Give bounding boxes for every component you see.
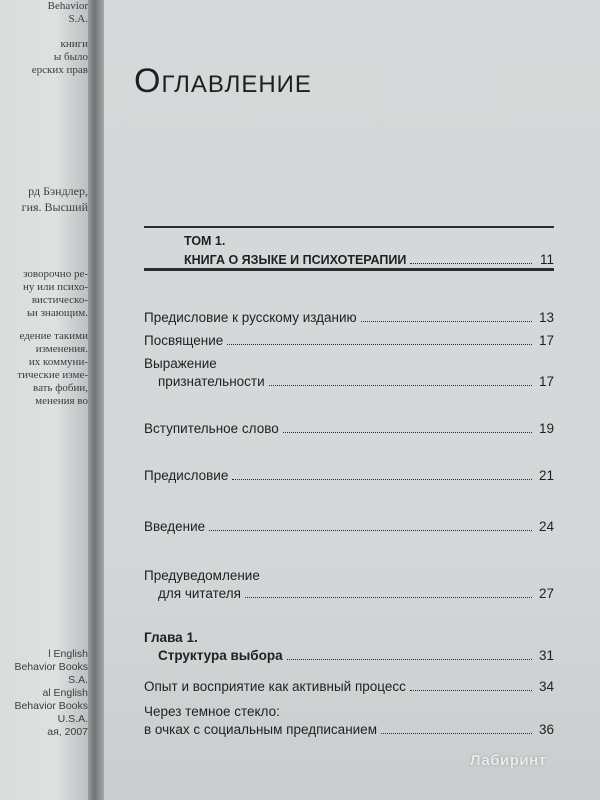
toc-line [144,679,554,697]
page-number: 27 [538,586,554,601]
volume-title: КНИГА О ЯЗЫКЕ И ПСИХОТЕРАПИИ [184,253,407,267]
left-page-top-snippet: Behavior S.A. книги ы было ерских прав [31,0,88,76]
page-number: 19 [538,421,554,436]
dot-leader [232,479,532,480]
toc-line [144,333,554,351]
page-number: 21 [538,468,554,483]
dot-leader [283,432,532,433]
page-title: Оглавление [134,62,312,100]
dot-leader [287,659,532,660]
dot-leader [381,733,532,734]
page-number: 34 [538,679,554,694]
entry-title: Предисловие к русскому изданию [144,310,357,325]
left-page-author-snippet: рд Бэндлер, гия. Высший [21,184,88,214]
page-number: 11 [539,252,554,267]
left-page-paragraph: зоворочно ре- ну или психо- вистическо- ьи знающим. едение такими изменения. их коммуни- тические изме- вать фобии, менения во [17,268,88,407]
toc-entry [144,421,554,439]
toc-line [144,310,554,328]
entry-title: Посвящение [144,333,224,348]
toc-entry [144,679,554,697]
entry-title: Вступительное слово [144,421,279,436]
toc-line [144,722,554,740]
dot-leader [410,690,532,691]
dot-leader [361,321,532,322]
chapter-title: Структура выбора [158,648,283,663]
toc-line [144,648,554,666]
toc-volume [144,234,554,270]
page-number: 31 [538,648,554,663]
toc-line [144,421,554,439]
dot-leader [245,597,532,598]
page-number: 36 [538,722,554,737]
toc-entry [144,310,554,328]
entry-title-line: Выражение [144,356,217,371]
book-gutter [88,0,104,800]
toc-line [144,374,554,392]
toc-entry [144,519,554,537]
page-number: 13 [538,310,554,325]
page-number: 24 [538,519,554,534]
left-page-bottom-snippet: l English Behavior Books S.A. al English Behavior Books U.S.A. ая, 2007 [14,648,88,738]
toc-line [144,519,554,537]
toc-entry [144,568,554,604]
volume-rule [144,268,554,271]
entry-title: в очках с социальным предписанием [144,722,377,737]
entry-title-line: Через темное стекло: [144,704,280,719]
dot-leader [269,385,532,386]
toc-line [144,586,554,604]
entry-title: Введение [144,519,206,534]
top-rule [144,226,554,228]
entry-title: признательности [158,374,265,389]
entry-title: для читателя [158,586,241,601]
dot-leader [227,344,532,345]
toc-entry [144,704,554,740]
dot-leader [410,263,532,264]
chapter-label: Глава 1. [144,630,198,645]
toc-entry [144,468,554,486]
page-number: 17 [538,374,554,389]
toc-page [104,0,600,800]
dot-leader [209,530,532,531]
entry-title: Предисловие [144,468,229,483]
toc-entry [144,356,554,392]
entry-title-line: Предуведомление [144,568,260,583]
entry-title: Опыт и восприятие как активный процесс [144,679,406,694]
toc-chapter [144,630,554,666]
watermark-logo: Лабиринт [470,752,547,769]
toc-entry [144,333,554,351]
page-number: 17 [538,333,554,348]
previous-page [0,0,92,800]
volume-label: ТОМ 1. [184,234,226,248]
toc-line [144,468,554,486]
